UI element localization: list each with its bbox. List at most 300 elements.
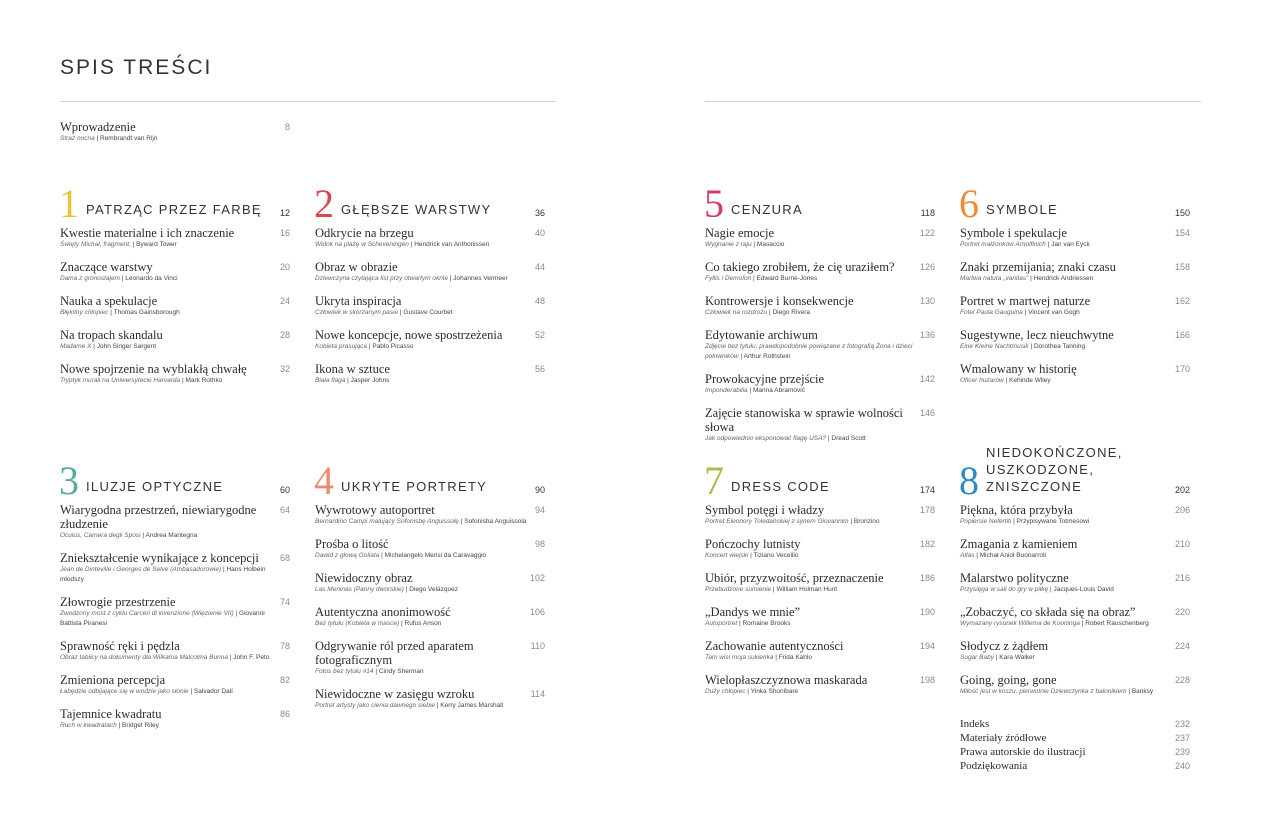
entry-page: 44 [534,262,545,272]
artist-name: Rembrandt van Rijn [100,135,158,142]
toc-entry[interactable] [705,260,935,284]
entry-title: Zniekształcenie wynikające z koncepcji [60,551,259,565]
entry-page: 166 [1174,330,1190,340]
entry-subtitle: Przebudzone sumienie | William Holman Hunt [705,586,838,593]
back-matter-page: 240 [1174,761,1190,771]
chapter-number: 6 [959,181,979,226]
entry-title: Zachowanie autentyczności [705,639,844,653]
entry-page: 122 [919,228,935,238]
artwork-title: Dawid z głową Goliata [315,552,380,559]
chapter-page: 174 [919,485,935,495]
toc-entry[interactable] [60,639,290,663]
back-matter-page: 237 [1174,733,1190,743]
entry-title: Słodycz z żądłem [960,639,1049,653]
entry-page: 206 [1174,505,1190,515]
toc-entry[interactable] [315,362,545,386]
toc-entry[interactable] [60,260,290,284]
chapter-title: PATRZĄC PRZEZ FARBĘ [86,202,262,217]
artist-name: Hendrick van Anthonissen [414,241,490,248]
entry-title: Nowe spojrzenie na wyblakłą chwałę [60,362,247,376]
back-matter-item[interactable] [960,745,1190,759]
back-matter-page: 232 [1174,719,1190,729]
entry-subtitle: Fotel Paula Gauguina | Vincent van Gogh [960,309,1080,316]
toc-entry[interactable] [705,537,935,561]
entry-subtitle: Biała flaga | Jasper Johns [315,377,390,384]
artwork-title: Duży chłopiec [705,688,746,695]
entry-subtitle: Dama z gronostajem | Leonardo da Vinci [60,275,178,282]
artwork-title: Fotos bez tytułu #14 [315,668,374,675]
chapter-number: 4 [314,458,334,503]
entry-title: Ubiór, przyzwoitość, przeznaczenie [705,571,884,585]
toc-entry[interactable] [60,707,290,731]
artist-name: Salvador Dalí [193,688,233,695]
artwork-title: Portret małżonków Arnolfinich [960,241,1046,248]
back-matter-title: Podziękowania [960,760,1028,772]
entry-page: 162 [1174,296,1190,306]
artwork-title: Zdjęcie bez tytułu, prawdopodobnie powiązane z fotografią Żona i dzieci połowników [705,343,913,360]
toc-entry-intro[interactable] [60,120,290,144]
entry-subtitle: Wymazany rysunek Willema de Kooninga | Robert Rauschenberg [960,620,1149,627]
artist-name: Robert Rauschenberg [1085,620,1149,627]
entry-page: 82 [279,675,290,685]
entry-page: 28 [279,330,290,340]
entry-page: 158 [1174,262,1190,272]
artwork-title: Błękitny chłopiec [60,309,109,316]
artist-name: John Singer Sargent [96,343,157,350]
artwork-title: Przebudzone sumienie [705,586,772,593]
entry-title: Wmalowany w historię [960,362,1077,376]
entry-subtitle: Popiersie Nefertiti | Przypisywane Totmesowi [960,518,1090,525]
entry-subtitle: Święty Michał, fragment, | Byward Tower [60,241,177,248]
artist-name: Johannes Vermeer [453,275,508,282]
entry-page: 32 [279,364,290,374]
artwork-title: Sugar Baby [960,654,994,661]
entry-subtitle: Jean de Dinteville i Georges de Selve (Ambasadorowie) | Hans Holbein młodszy [60,566,266,583]
chapter-section-3 [59,458,290,741]
artist-name: Arthur Rothstein [743,353,791,360]
entry-subtitle: Madame X | John Singer Sargent [60,343,157,350]
entry-title: Pończochy lutnisty [705,537,801,551]
chapter-number: 3 [59,458,79,503]
artist-name: Hendrick Andriessen [1033,275,1094,282]
toc-entry[interactable] [960,328,1190,352]
chapter-page: 150 [1174,208,1190,218]
entry-title: Wywrotowy autoportret [315,503,435,517]
entry-title: Znaki przemijania; znaki czasu [960,260,1116,274]
entry-page: 130 [919,296,935,306]
entry-page: 56 [534,364,545,374]
toc-entry[interactable] [705,328,935,362]
artwork-title: Biała flaga [315,377,346,384]
entry-subtitle: Człowiek na rozdrożu | Diego Rivera [705,309,811,316]
entry-subtitle: Autoportret | Romaine Brooks [705,620,791,627]
entry-title: Edytowanie archiwum [705,328,818,342]
entry-title: Wiarygodna przestrzeń, niewiarygodne złudzenie [60,503,257,531]
entry-title: Sugestywne, lecz nieuchwytne [960,328,1114,342]
toc-entry[interactable] [960,362,1190,386]
entry-title: Malarstwo polityczne [960,571,1069,585]
artist-name: Sofonisba Anguissola [464,518,527,525]
entry-title: Going, going, gone [960,673,1057,687]
entry-page: 16 [279,228,290,238]
artist-name: Giovanni Battista Piranesi [60,610,265,627]
chapter-section-6 [959,181,1190,396]
artist-name: Marina Abramović [752,387,805,394]
artwork-title: Koncert wiejski [705,552,749,559]
entry-page: 182 [919,539,935,549]
entry-page: 98 [534,539,545,549]
toc-entry[interactable] [315,571,545,595]
page-title: SPIS TREŚCI [60,56,213,79]
artwork-title: Widok na plażę w Scheveningen [315,241,409,248]
artist-name: Michelangelo Merisi da Caravaggio [384,552,487,559]
toc-entry[interactable] [705,294,935,318]
artist-name: Romaine Brooks [742,620,791,627]
chapter-title: ILUZJE OPTYCZNE [86,479,224,494]
artist-name: Banksy [1131,688,1154,695]
toc-entry[interactable] [60,503,290,541]
toc-entry[interactable] [315,537,545,561]
chapter-entries [60,226,290,386]
entry-title: „Zobaczyć, co składa się na obraz” [960,605,1136,619]
entry-subtitle: Koncert wiejski | Tiziano Vecellio [705,552,799,559]
artist-name: Kara Walker [999,654,1035,661]
chapter-page: 60 [279,485,290,495]
chapter-title: NIEDOKOŃCZONE, USZKODZONE, ZNISZCZONE [986,445,1123,494]
entry-page: 52 [534,330,545,340]
entry-page: 102 [529,573,545,583]
toc-entry[interactable] [315,328,545,352]
chapter-section-7 [704,458,935,707]
toc-entry[interactable] [315,260,545,284]
entry-page: 74 [279,597,290,607]
chapter-page: 202 [1174,485,1190,495]
entry-title: Portret w martwej naturze [960,294,1091,308]
entry-subtitle: Tam wisi moja sukienka | Frida Kahlo [705,654,812,661]
chapter-section-2 [314,181,545,396]
entry-subtitle: Łabędzie odbijające się w wodzie jako słonie | Salvador Dalí [60,688,233,695]
chapter-title: DRESS CODE [731,479,830,494]
artwork-title: Fotel Paula Gauguina [960,309,1023,316]
entry-title: Prośba o litość [315,537,389,551]
entry-title: Ikona w sztuce [315,362,390,376]
entry-title: Wielopłaszczyznowa maskarada [705,673,868,687]
artwork-title: Jean de Dinteville i Georges de Selve (Ambasadorowie) [60,566,222,573]
artwork-title: Tam wisi moja sukienka [705,654,774,661]
entry-title: Prowokacyjne przejście [705,372,825,386]
artwork-title: Autoportret [705,620,738,627]
artist-name: Andrea Mantegna [145,532,198,539]
artwork-title: Obraz tablicy na dokumenty dla Wilkama Malcolma Bunna [60,654,228,661]
artwork-title: Wygnanie z raju [705,241,752,248]
artist-name: Michał Anioł Buonarroti [979,552,1047,559]
divider-right [705,101,1201,102]
artwork-title: Tryptyk murali na Uniwersytecie Harvarda [60,377,181,384]
back-matter-item[interactable] [960,731,1190,745]
entry-subtitle: Zwodzony most z cyklu Carceri di invenzione (Więzienie VII) | Giovanni Battista Piranesi [60,610,265,627]
entry-subtitle: Portret artysty jako cienia dawnego siebie | Kerry James Marshall [315,702,504,709]
entry-page: 220 [1174,607,1190,617]
toc-entry[interactable] [960,260,1190,284]
entry-page: 146 [919,408,935,418]
entry-page: 48 [534,296,545,306]
artist-name: Cindy Sherman [378,668,424,675]
back-matter-title: Materiały źródłowe [960,732,1047,744]
back-matter-title: Indeks [960,718,990,730]
toc-entry[interactable] [705,372,935,396]
chapter-number: 8 [959,458,979,503]
entry-subtitle: Miłość jest w koszu, pierwotnie Dziewczynka z balonikiem | Banksy [960,688,1154,695]
artist-name: Bronzino [853,518,880,525]
artist-name: Edward Burne-Jones [756,275,818,282]
toc-entry[interactable] [315,294,545,318]
toc-entry[interactable] [705,226,935,250]
artwork-title: Człowiek w skórzanym pasie [315,309,399,316]
entry-subtitle: Dziewczyna czytająca list przy otwartym oknie | Johannes Vermeer [315,275,508,282]
entry-subtitle: Las Meninas (Panny dworskie) | Diego Velázquez [315,586,458,593]
entry-subtitle: Martwa natura „vanitas” | Hendrick Andriessen [960,275,1094,282]
entry-page: 194 [919,641,935,651]
toc-entry[interactable] [960,605,1190,629]
entry-title: Nagie emocje [705,226,775,240]
artwork-title: Dama z gronostajem [60,275,120,282]
entry-subtitle: Portret Eleonory Toledańskiej z synem Giovannim | Bronzino [705,518,880,525]
toc-entry[interactable] [315,503,545,527]
artwork-title: Miłość jest w koszu, pierwotnie Dziewczynka z balonikiem [960,688,1127,695]
toc-entry[interactable] [60,294,290,318]
artist-name: Jan van Eyck [1051,241,1090,248]
entry-subtitle: Oculus, Camera degli Sposi | Andrea Mantegna [60,532,198,539]
toc-entry[interactable] [960,571,1190,595]
entry-title: Zajęcie stanowiska w sprawie wolności słowa [705,406,903,434]
divider-left [60,101,556,102]
entry-subtitle: Atlas | Michał Anioł Buonarroti [960,552,1047,559]
artist-name: Dorothea Tanning [1033,343,1086,350]
artist-name: Hans Holbein młodszy [60,566,266,583]
chapter-title: SYMBOLE [986,202,1058,217]
artist-name: Byward Tower [136,241,177,248]
entry-subtitle: Duży chłopiec | Yinka Shonibare [705,688,799,695]
toc-entry[interactable] [60,551,290,585]
chapter-title: UKRYTE PORTRETY [341,479,488,494]
artwork-title: Kobieta prasująca [315,343,368,350]
entry-page: 114 [530,689,545,699]
toc-entry[interactable] [315,226,545,250]
toc-entry[interactable] [960,226,1190,250]
entry-page: 68 [279,553,290,563]
entry-title: Niewidoczne w zasięgu wzroku [315,687,475,701]
artwork-title: Dziewczyna czytająca list przy otwartym oknie [315,275,448,282]
entry-title: Znaczące warstwy [60,260,153,274]
artwork-title: Bez tytułu (Kobieta w masce) [315,620,400,627]
entry-title: Sprawność ręki i pędzla [60,639,180,653]
chapter-entries [705,503,935,697]
entry-subtitle: Portret małżonków Arnolfinich | Jan van Eyck [960,241,1090,248]
entry-title: Odkrycie na brzegu [315,226,414,240]
back-matter-page: 239 [1174,747,1190,757]
toc-entry[interactable] [60,673,290,697]
entry-title: Zmagania z kamieniem [960,537,1078,551]
artwork-title: Las Meninas (Panny dworskie) [315,586,404,593]
artist-name: Diego Velázquez [409,586,458,593]
artwork-title: Portret Eleonory Toledańskiej z synem Giovannim [705,518,849,525]
entry-title: Autentyczna anonimowość [315,605,451,619]
artwork-title: Oficer huzarów [960,377,1004,384]
artist-name: Leonardo da Vinci [125,275,178,282]
artwork-title: Człowiek na rozdrożu [705,309,768,316]
artwork-title: Popiersie Nefertiti [960,518,1012,525]
entry-page: 186 [919,573,935,583]
chapter-number: 5 [704,181,724,226]
artist-name: Pablo Picasso [372,343,414,350]
toc-entry[interactable] [705,673,935,697]
entry-page: 170 [1174,364,1190,374]
entry-title: Niewidoczny obraz [315,571,413,585]
toc-entry[interactable] [60,226,290,250]
artist-name: Jasper Johns [350,377,390,384]
entry-page: 142 [919,374,935,384]
toc-entry[interactable] [315,687,545,711]
entry-subtitle: Eine Kleine Nachtmusik | Dorothea Tanning [960,343,1086,350]
artist-name: Gustave Courbet [403,309,453,316]
toc-entry[interactable] [60,362,290,386]
chapter-entries [315,226,545,386]
toc-entry[interactable] [960,639,1190,663]
artwork-title: Zwodzony most z cyklu Carceri di invenzione (Więzienie VII) [60,610,234,617]
entry-title: Odgrywanie ról przed aparatem fotograficznym [315,639,474,667]
entry-title: Obraz w obrazie [315,260,398,274]
artist-name: Masaccio [756,241,785,248]
artist-name: Mark Rothko [185,377,223,384]
artwork-title: Atlas [960,552,975,559]
entry-title: „Dandys we mnie” [705,605,801,619]
toc-entry[interactable] [705,406,935,444]
toc-entry[interactable] [60,595,290,629]
entry-title: Kwestie materialne i ich znaczenie [60,226,235,240]
entry-subtitle: Dawid z głową Goliata | Michelangelo Merisi da Caravaggio [315,552,487,559]
entry-page: 190 [919,607,935,617]
artwork-title: Imponderabilia [705,387,748,394]
toc-entry[interactable] [960,503,1190,527]
toc-entry[interactable] [705,639,935,663]
entry-subtitle: Fyllis i Demofon | Edward Burne-Jones [705,275,818,282]
back-matter-item[interactable] [960,759,1190,773]
entry-title: Wprowadzenie [60,120,136,134]
entry-subtitle: Kobieta prasująca | Pablo Picasso [315,343,414,350]
toc-entry[interactable] [960,673,1190,697]
chapter-entries [60,503,290,731]
chapter-number: 7 [704,458,724,503]
entry-page: 64 [279,505,290,515]
entry-page: 126 [919,262,935,272]
artist-name: Kehinde Wiley [1009,377,1051,384]
artwork-title: Fyllis i Demofon [705,275,752,282]
toc-entry[interactable] [960,294,1190,318]
entry-page: 24 [279,296,290,306]
chapter-section-4 [314,458,545,721]
entry-subtitle: Jak odpowiednio eksponować flagę USA? | Dread Scott [705,435,866,442]
toc-entry[interactable] [315,639,545,677]
artwork-title: Święty Michał, fragment, [60,241,131,248]
artist-name: Vincent van Gogh [1028,309,1080,316]
toc-entry[interactable] [960,537,1190,561]
toc-entry[interactable] [705,503,935,527]
artwork-title: Ruch w kwadratach [60,722,117,729]
entry-title: Nauka a spekulacje [60,294,158,308]
chapter-title: GŁĘBSZE WARSTWY [341,202,492,217]
entry-title: Nowe koncepcje, nowe spostrzeżenia [315,328,503,342]
entry-subtitle: Wygnanie z raju | Masaccio [705,241,785,248]
chapter-page: 90 [534,485,545,495]
entry-subtitle: Bez tytułu (Kobieta w masce) | Rufus Anson [315,620,442,627]
entry-page: 198 [919,675,935,685]
toc-entry[interactable] [315,605,545,629]
back-matter-item[interactable] [960,717,1190,731]
entry-page: 8 [284,122,290,132]
artist-name: Frida Kahlo [778,654,812,661]
artist-name: Yinka Shonibare [750,688,799,695]
artist-name: John F. Peto [233,654,270,661]
chapter-entries [705,226,935,444]
entry-subtitle: Błękitny chłopiec | Thomas Gainsborough [60,309,180,316]
entry-title: Symbol potęgi i władzy [705,503,825,517]
toc-entry[interactable] [60,328,290,352]
artist-name: Kerry James Marshall [440,702,504,709]
artwork-title: Wymazany rysunek Willema de Kooninga [960,620,1080,627]
artwork-title: Jak odpowiednio eksponować flagę USA? [705,435,827,442]
entry-page: 136 [919,330,935,340]
chapter-page: 118 [920,208,935,218]
chapter-page: 36 [534,208,545,218]
artwork-title: Martwa natura „vanitas” [960,275,1029,282]
entry-subtitle: Imponderabilia | Marina Abramović [705,387,805,394]
chapter-page: 12 [279,208,290,218]
artwork-title: Straż nocna [60,135,95,142]
chapter-title: CENZURA [731,202,803,217]
toc-entry[interactable] [705,605,935,629]
entry-page: 110 [530,641,545,651]
chapter-number: 2 [314,181,334,226]
toc-entry[interactable] [705,571,935,595]
entry-page: 210 [1174,539,1190,549]
intro-section [60,120,290,154]
entry-page: 228 [1174,675,1190,685]
entry-title: Co takiego zrobiłem, że cię uraziłem? [705,260,895,274]
entry-subtitle: Ruch w kwadratach | Bridget Riley [60,722,159,729]
entry-subtitle: Oficer huzarów | Kehinde Wiley [960,377,1051,384]
chapter-entries [960,503,1190,697]
entry-page: 178 [919,505,935,515]
artwork-title: Bernardino Campi malujący Sofonisbę Anguissolę [315,518,459,525]
entry-page: 86 [279,709,290,719]
entry-page: 94 [534,505,545,515]
entry-subtitle: Straż nocna | Rembrandt van Rijn [60,135,158,142]
back-matter [960,717,1190,773]
entry-page: 216 [1174,573,1190,583]
artist-name: Tiziano Vecellio [753,552,799,559]
artist-name: Przypisywane Totmesowi [1016,518,1090,525]
artwork-title: Portret artysty jako cienia dawnego siebie [315,702,435,709]
entry-page: 106 [529,607,545,617]
artwork-title: Madame X [60,343,92,350]
artist-name: Jacques-Louis David [1053,586,1114,593]
artwork-title: Eine Kleine Nachtmusik [960,343,1029,350]
artist-name: William Holman Hunt [776,586,838,593]
chapter-section-5 [704,181,935,454]
chapter-entries [960,226,1190,386]
artwork-title: Łabędzie odbijające się w wodzie jako słonie [60,688,189,695]
entry-page: 224 [1174,641,1190,651]
